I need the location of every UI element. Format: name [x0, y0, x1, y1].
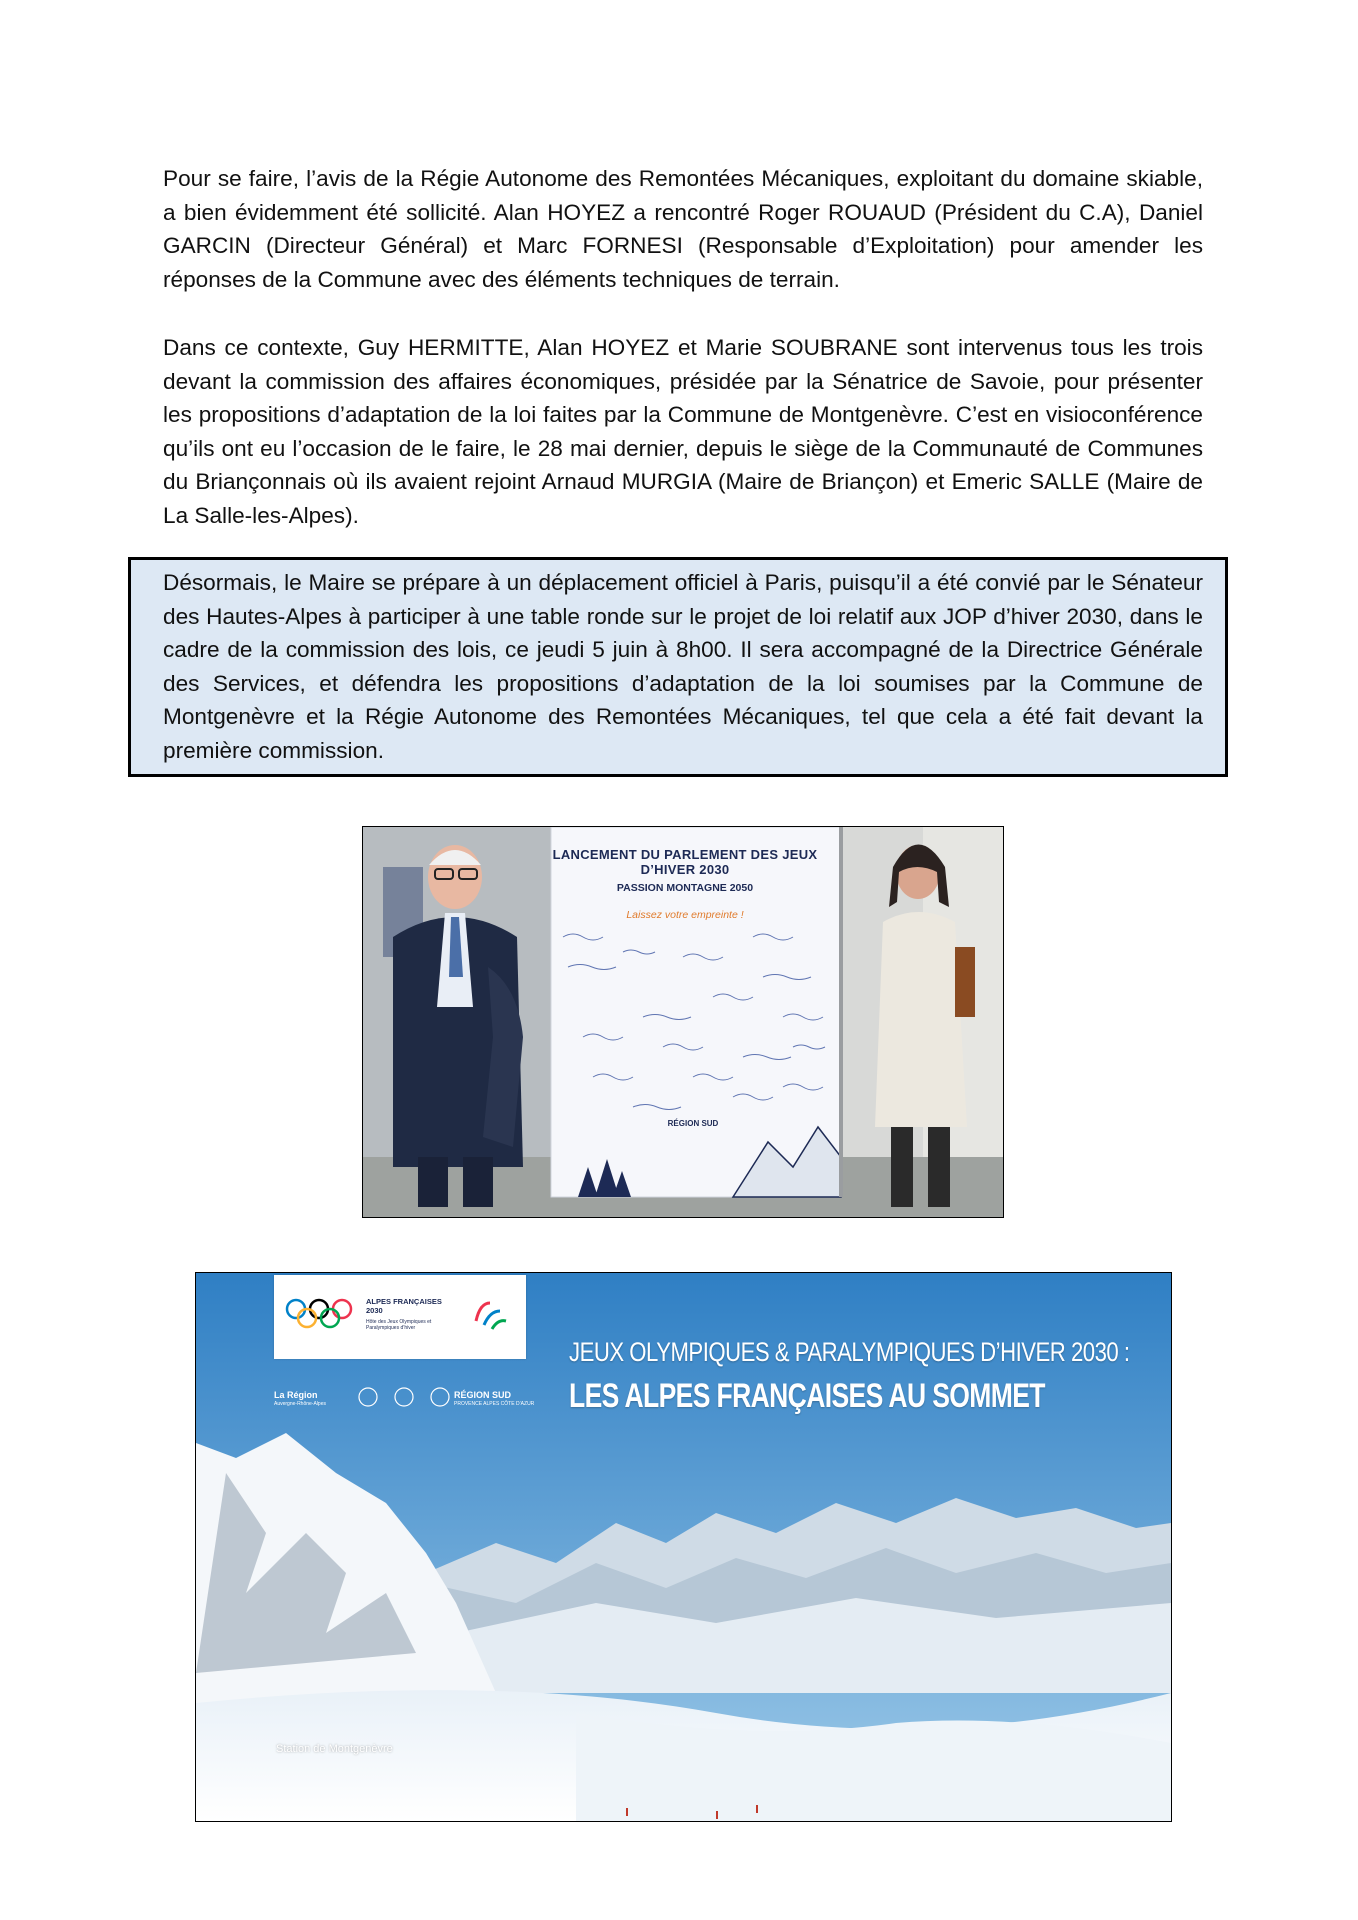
- logo-subtitle: Hôte des Jeux Olympiques et Paralympiques d’hiver: [366, 1319, 432, 1331]
- paragraph-commission: Dans ce contexte, Guy HERMITTE, Alan HOYEZ et Marie SOUBRANE sont intervenus tous les trois devant la commission des affaires économiques, présidée par la Sénatrice de Savoie, pour présenter les propositions d’adaptation de la loi faites par la Commune de Montgenèvre. C’est en visioconférence qu’ils ont eu l’occasion de le faire, le 28 mai dernier, depuis le siège de la Communauté de Communes du Briançonnais où ils avaient rejoint Arnaud MURGIA (Maire de Briançon) et Emeric SALLE (Maire de La Salle-les-Alpes).: [163, 335, 1203, 528]
- banner-logo: RÉGION SUD: [667, 1119, 719, 1128]
- logo-title: ALPES FRANÇAISES 2030: [366, 1297, 442, 1315]
- banner-title: LANCEMENT DU PARLEMENT DES JEUX D’HIVER 2030: [552, 847, 818, 877]
- event-photo: [362, 826, 1004, 1218]
- banner-subtitle: PASSION MONTAGNE 2050: [616, 882, 754, 894]
- olympic-rings-icon: [282, 1295, 362, 1335]
- notice-text: Désormais, le Maire se prépare à un déplacement officiel à Paris, puisqu’il a été convié par le Sénateur des Hautes-Alpes à participer à une table ronde sur le projet de loi relatif aux JOP d’hiver 2030, dans le cadre de la commission des lois, ce jeudi 5 juin à 8h00. Il sera accompagné de la Directrice Générale des Services, et défendra les propositions d’adaptation de la loi soumises par la Commune de Montgenèvre et la Régie Autonome des Remontées Mécaniques, tel que cela a été fait devant la première commission.: [163, 570, 1203, 763]
- poster-headline-line2: LES ALPES FRANÇAISES AU SOMMET: [569, 1377, 1045, 1415]
- partner-region-aura: [274, 1391, 326, 1409]
- partner-1-sub: Auvergne-Rhône-Alpes: [274, 1401, 326, 1407]
- partner-2-sub: PROVENCE ALPES CÔTE D’AZUR: [454, 1401, 535, 1407]
- partner-emblems-icon: [356, 1386, 456, 1408]
- partner-1-name: La Région: [274, 1390, 318, 1400]
- olympic-poster: [195, 1272, 1172, 1822]
- notice-box: [128, 557, 1228, 777]
- poster-caption: Station de Montgenèvre: [276, 1743, 393, 1755]
- logo-box: [274, 1275, 526, 1359]
- poster-headline-line1: JEUX OLYMPIQUES & PARALYMPIQUES D’HIVER 2030 :: [569, 1337, 1130, 1367]
- paragraph-consultation: Pour se faire, l’avis de la Régie Autonome des Remontées Mécaniques, exploitant du domaine skiable, a bien évidemment été sollicité. Alan HOYEZ a rencontré Roger ROUAUD (Président du C.A), Daniel GARCIN (Directeur Général) et Marc FORNESI (Responsable d’Exploitation) pour amender les réponses de la Commune avec des éléments techniques de terrain.: [163, 166, 1203, 292]
- partner-region-sud: [454, 1391, 534, 1409]
- partner-2-name: RÉGION SUD: [454, 1390, 512, 1400]
- banner-tagline: Laissez votre empreinte !: [626, 909, 744, 921]
- paralympic-agitos-icon: [470, 1295, 510, 1335]
